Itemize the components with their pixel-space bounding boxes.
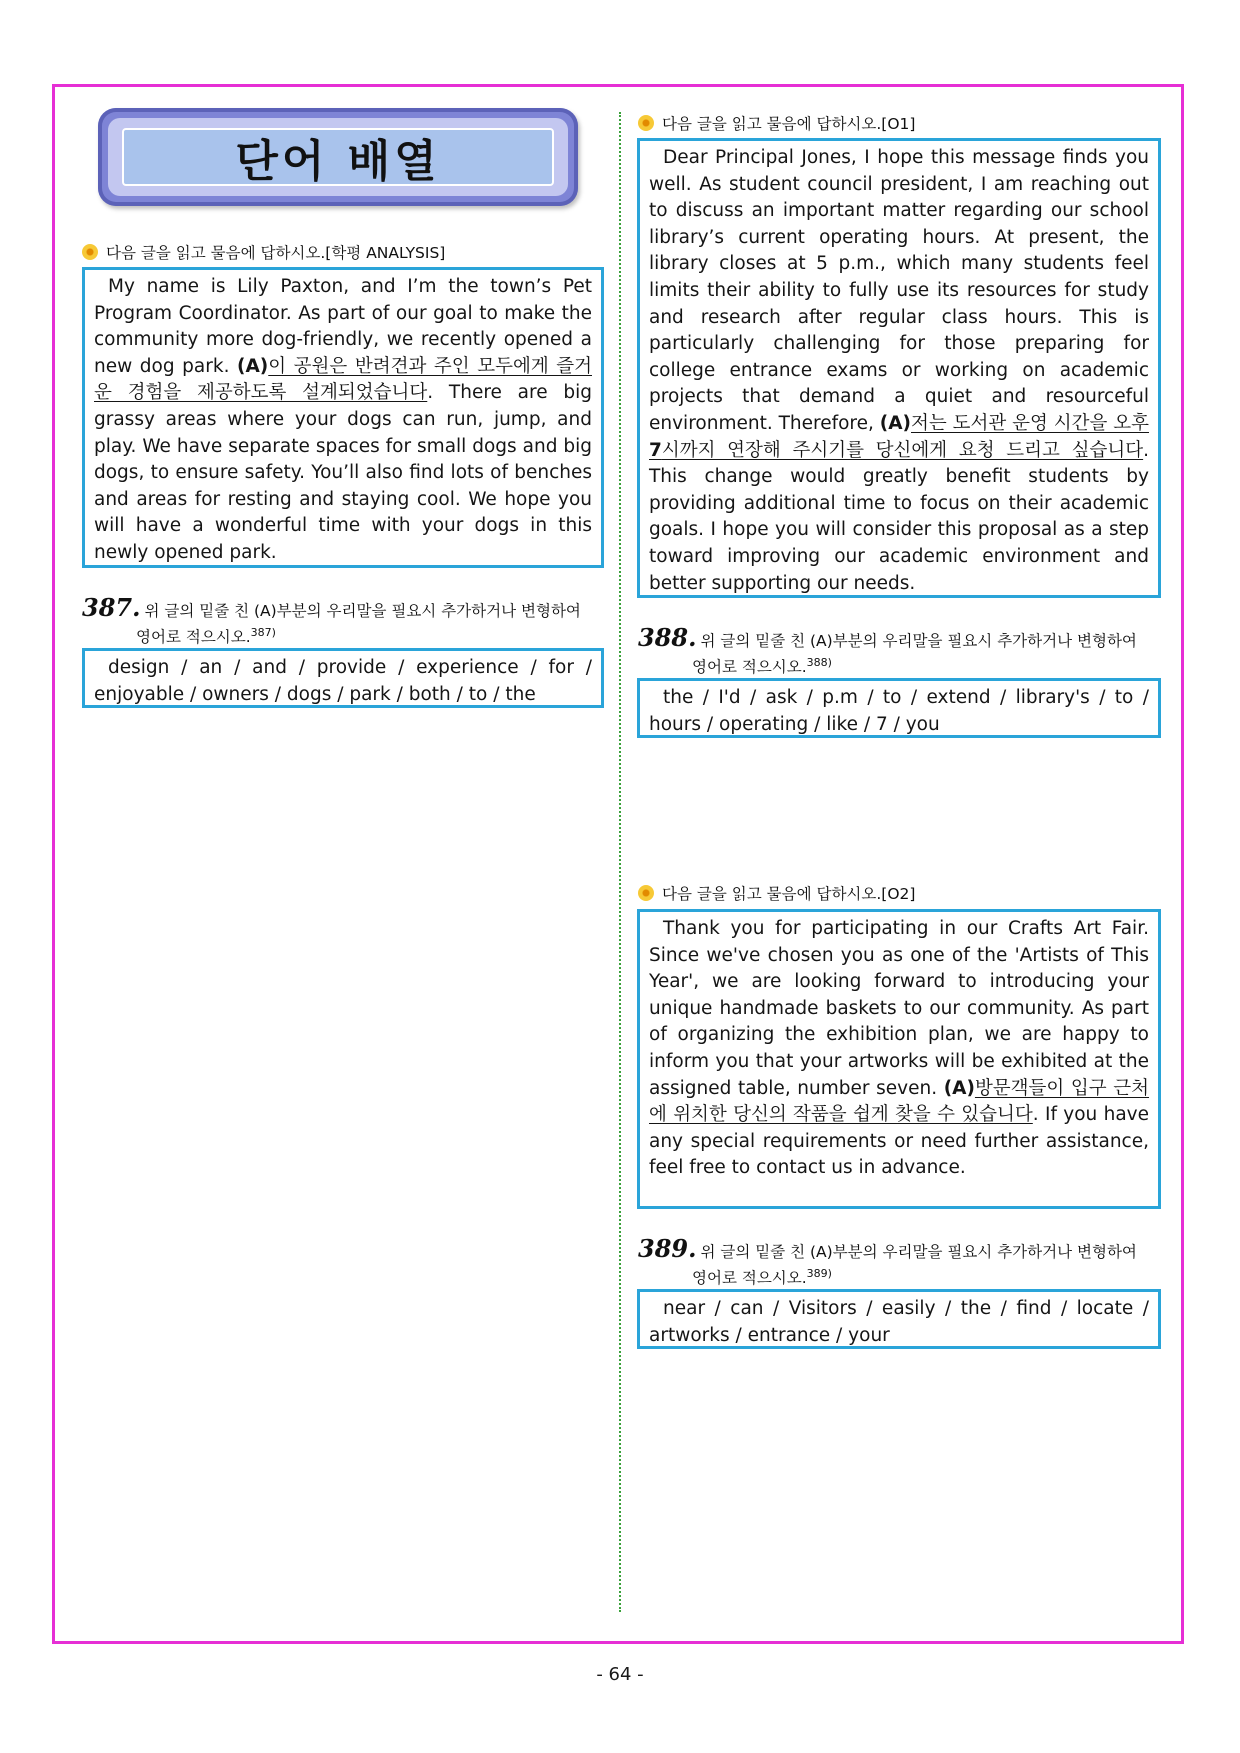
- question-387: [82, 593, 604, 648]
- word-bank-388: [637, 678, 1161, 738]
- question-text: 영어로 적으시오.: [136, 628, 251, 647]
- question-text: 위 글의 밑줄 친 (A)부분의 우리말을 필요시 추가하거나 변형하여: [700, 632, 1137, 650]
- passage-marker: (A): [879, 412, 911, 434]
- passage-marker: (A): [943, 1077, 975, 1099]
- flower-icon: [638, 115, 654, 131]
- passage-part: . This change would greatly benefit students by providing additional time to focus on their academic goals. I hope you will consider this proposal as a step toward improving our academic environment and better supporting our needs.: [649, 439, 1149, 594]
- underlined-target: 방문객들이 입구 근처에 위치한 당신의 작품을 쉽게 찾을 수 있습니다: [649, 1077, 1150, 1126]
- question-text: 영어로 적으시오.: [692, 658, 807, 677]
- question-line: [82, 593, 604, 622]
- question-text: 위 글의 밑줄 친 (A)부분의 우리말을 필요시 추가하거나 변형하여: [144, 602, 581, 620]
- underlined-target: 시까지 연장해 주시기를 당신에게 요청 드리고 싶습니다: [661, 439, 1144, 461]
- question-text: 위 글의 밑줄 친 (A)부분의 우리말을 필요시 추가하거나 변형하여: [700, 1243, 1137, 1261]
- question-number: 387.: [82, 593, 141, 622]
- instruction-text: 다음 글을 읽고 물음에 답하시오.[O1]: [662, 115, 916, 133]
- title-banner-core: [122, 128, 554, 186]
- passage-part: Thank you for participating in our Crafts Art Fair. Since we've chosen you as one of the 'Artists of This Year', we are looking forward to introducing your unique handmade baskets to our community. As part of organizing the exhibition plan, we are happy to inform you that your artworks will be exhibited at the assigned table, number seven.: [649, 918, 1149, 1099]
- underlined-target: 이 공원은 반려견과 주인 모두에게 즐거운 경험을 제공하도록 설계되었습니다: [94, 355, 592, 404]
- passage-part: Dear Principal Jones, I hope this message finds you well. As student council president, I am reaching out to discuss an important matter regarding our school library’s current operating hours. At present, the library closes at 5 p.m., which many students feel limits their ability to fully use its resources for study and research after regular class hours. This is particularly challenging for those preparing for college entrance exams or working on academic projects that demand a quiet and resourceful environment. Therefore,: [649, 147, 1149, 434]
- instruction-text: 다음 글을 읽고 물음에 답하시오.[O2]: [662, 885, 916, 903]
- passage-part: My name is Lily Paxton, and I’m the town’s Pet Program Coordinator. As part of our goal to make the community more dog-friendly, we recently opened a new dog park.: [94, 276, 592, 377]
- page-title: 단어 배열: [235, 136, 441, 187]
- question-line: [638, 1263, 1162, 1289]
- passage-marker: (A): [237, 355, 269, 377]
- question-388: [638, 623, 1162, 678]
- footnote-mark: 389): [806, 1267, 832, 1280]
- word-bank-text: near / can / Visitors / easily / the / find / locate / artworks / entrance / your: [649, 1298, 1149, 1346]
- passage-text: [649, 145, 1149, 597]
- word-bank-387: [82, 648, 604, 708]
- column-divider: [619, 112, 621, 1612]
- passage-text: [94, 274, 592, 567]
- title-banner-inner: [108, 118, 568, 196]
- instruction-right-2: [638, 882, 915, 904]
- question-number: 388.: [638, 623, 697, 652]
- flower-icon: [638, 885, 654, 901]
- question-line: [638, 623, 1162, 652]
- question-line: [638, 652, 1162, 678]
- passage-part: . There are big grassy areas where your dogs can run, jump, and play. We have separate spaces for small dogs and big dogs, to ensure safety. You’ll also find lots of benches and areas for resting and staying cool. We hope you will have a wonderful time with your dogs in this newly opened park.: [94, 382, 592, 563]
- question-number: 389.: [638, 1234, 697, 1263]
- flower-icon: [82, 244, 98, 260]
- passage-box-388: [637, 138, 1161, 598]
- footnote-mark: 388): [806, 656, 832, 669]
- question-line: [82, 622, 604, 648]
- question-389: [638, 1234, 1162, 1289]
- instruction-left: [82, 241, 445, 263]
- question-line: [638, 1234, 1162, 1263]
- underlined-target: 저는 도서관 운영 시간을 오후: [911, 412, 1149, 434]
- passage-box-387: [82, 267, 604, 568]
- passage-part: . If you have any special requirements or need further assistance, feel free to contact us in advance.: [649, 1104, 1149, 1179]
- page-number: - 64 -: [596, 1664, 644, 1685]
- passage-box-389: [637, 909, 1161, 1209]
- word-bank-text: design / an / and / provide / experience / for / enjoyable / owners / dogs / park / both / to / the: [94, 657, 592, 705]
- instruction-right-1: [638, 112, 915, 134]
- passage-text: [649, 916, 1149, 1182]
- footnote-mark: 387): [250, 626, 276, 639]
- underlined-target-bold: 7: [649, 439, 662, 461]
- word-bank-389: [637, 1289, 1161, 1349]
- question-text: 영어로 적으시오.: [692, 1269, 807, 1288]
- word-bank-text: the / I'd / ask / p.m / to / extend / library's / to / hours / operating / like / 7 / you: [649, 687, 1149, 735]
- title-banner: [98, 108, 578, 206]
- instruction-text: 다음 글을 읽고 물음에 답하시오.[학평 ANALYSIS]: [106, 244, 446, 262]
